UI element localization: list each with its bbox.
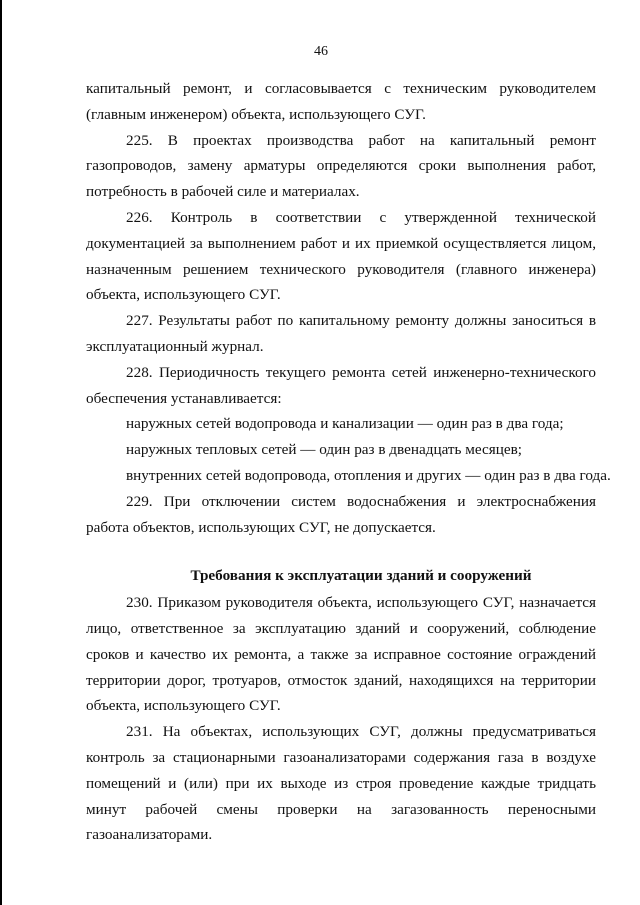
paragraph-228: 228. Периодичность текущего ремонта сетей инженерно-технического обеспечения устанавливается:: [86, 363, 596, 407]
paragraph-229: 229. При отключении систем водоснабжения и электроснабжения работа объектов, использующих СУГ, не допускается.: [86, 492, 596, 536]
document-body: [86, 76, 611, 848]
paragraph-continuation: капитальный ремонт, и согласовывается с техническим руководителем (главным инженером) объекта, использующего СУГ.: [86, 80, 596, 123]
page-number: 46: [314, 44, 328, 59]
section-heading: Требования к эксплуатации зданий и сооружений: [190, 567, 532, 585]
paragraph-226: 226. Контроль в соответствии с утвержденной технической документацией за выполнением работ и их приемкой осуществляется лицом, назначенным решением технического руководителя (главного инженера) объекта, использующего СУГ.: [86, 208, 596, 304]
list-item: наружных сетей водопровода и канализации — один раз в два года;: [126, 415, 564, 433]
list-item: наружных тепловых сетей — один раз в двенадцать месяцев;: [126, 441, 523, 459]
paragraph-230: 230. Приказом руководителя объекта, использующего СУГ, назначается лицо, ответственное за эксплуатацию зданий и сооружений, соблюдение сроков и качество их ремонта, а также за исправное состояние ограждений территории дорог, тротуаров, отмосток зданий, находящихся на территории объекта, использующего СУГ.: [86, 594, 596, 715]
paragraph-227: 227. Результаты работ по капитальному ремонту должны заноситься в эксплуатационный журнал.: [86, 312, 596, 355]
list-item: внутренних сетей водопровода, отопления и других — один раз в два года.: [126, 466, 611, 484]
paragraph-225: 225. В проектах производства работ на капитальный ремонт газопроводов, замену арматуры определяются сроки выполнения работ, потребность в рабочей силе и материалах.: [86, 131, 596, 201]
paragraph-231: 231. На объектах, использующих СУГ, должны предусматриваться контроль за стационарными газоанализаторами содержания газа в воздухе помещений и (или) при их выходе из строя проведение каждые тридцать минут рабочей смены проверки на загазованность переносными газоанализаторами.: [86, 723, 596, 844]
